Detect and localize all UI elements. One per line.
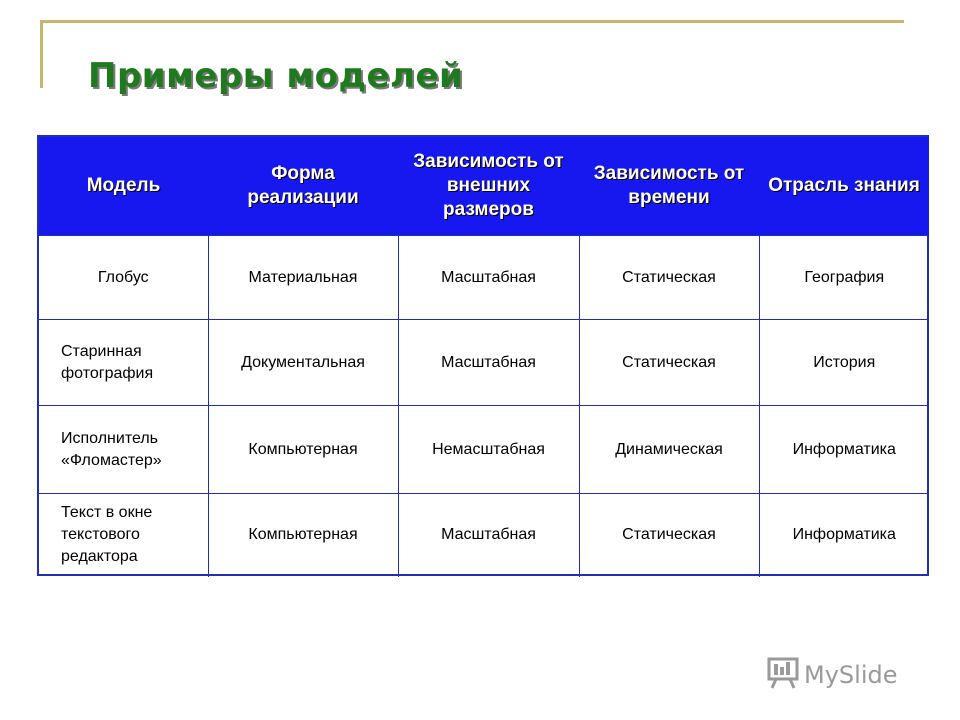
table-cell: Текст в окне текстового редактора (39, 494, 208, 577)
table-cell: Статическая (579, 320, 759, 406)
table-cell: Статическая (579, 236, 759, 320)
table-cell: Немасштабная (398, 406, 579, 494)
table-cell: География (759, 236, 929, 320)
slide-frame-top-line (40, 20, 904, 23)
header-model: Модель (39, 137, 208, 236)
table-cell: Исполнитель «Фломастер» (39, 406, 208, 494)
table-cell: Информатика (759, 406, 929, 494)
presentation-board-icon (766, 656, 800, 695)
header-form: Форма реализации (208, 137, 398, 236)
table-header-row (39, 137, 929, 236)
table-cell: Глобус (39, 236, 208, 320)
table-cell: Компьютерная (208, 406, 398, 494)
table-cell: Статическая (579, 494, 759, 577)
models-table (37, 135, 929, 576)
table-cell: Масштабная (398, 236, 579, 320)
header-time-dependency: Зависимость от времени (579, 137, 759, 236)
table-cell: Информатика (759, 494, 929, 577)
table-cell: Документальная (208, 320, 398, 406)
table-cell: Масштабная (398, 320, 579, 406)
table-row (39, 406, 929, 494)
table-cell: Масштабная (398, 494, 579, 577)
slide-frame-left-line (40, 20, 43, 88)
table-cell: Компьютерная (208, 494, 398, 577)
table-row (39, 320, 929, 406)
table-row (39, 494, 929, 577)
table-row (39, 236, 929, 320)
slide-title: Примеры моделей (88, 56, 464, 96)
table-cell: Старинная фотография (39, 320, 208, 406)
table-cell: Динамическая (579, 406, 759, 494)
watermark-logo (766, 655, 897, 695)
table-cell: Материальная (208, 236, 398, 320)
table-cell: История (759, 320, 929, 406)
header-knowledge-field: Отрасль знания (759, 137, 929, 236)
header-size-dependency: Зависимость от внешних размеров (398, 137, 579, 236)
watermark-text: MySlide (804, 661, 898, 689)
